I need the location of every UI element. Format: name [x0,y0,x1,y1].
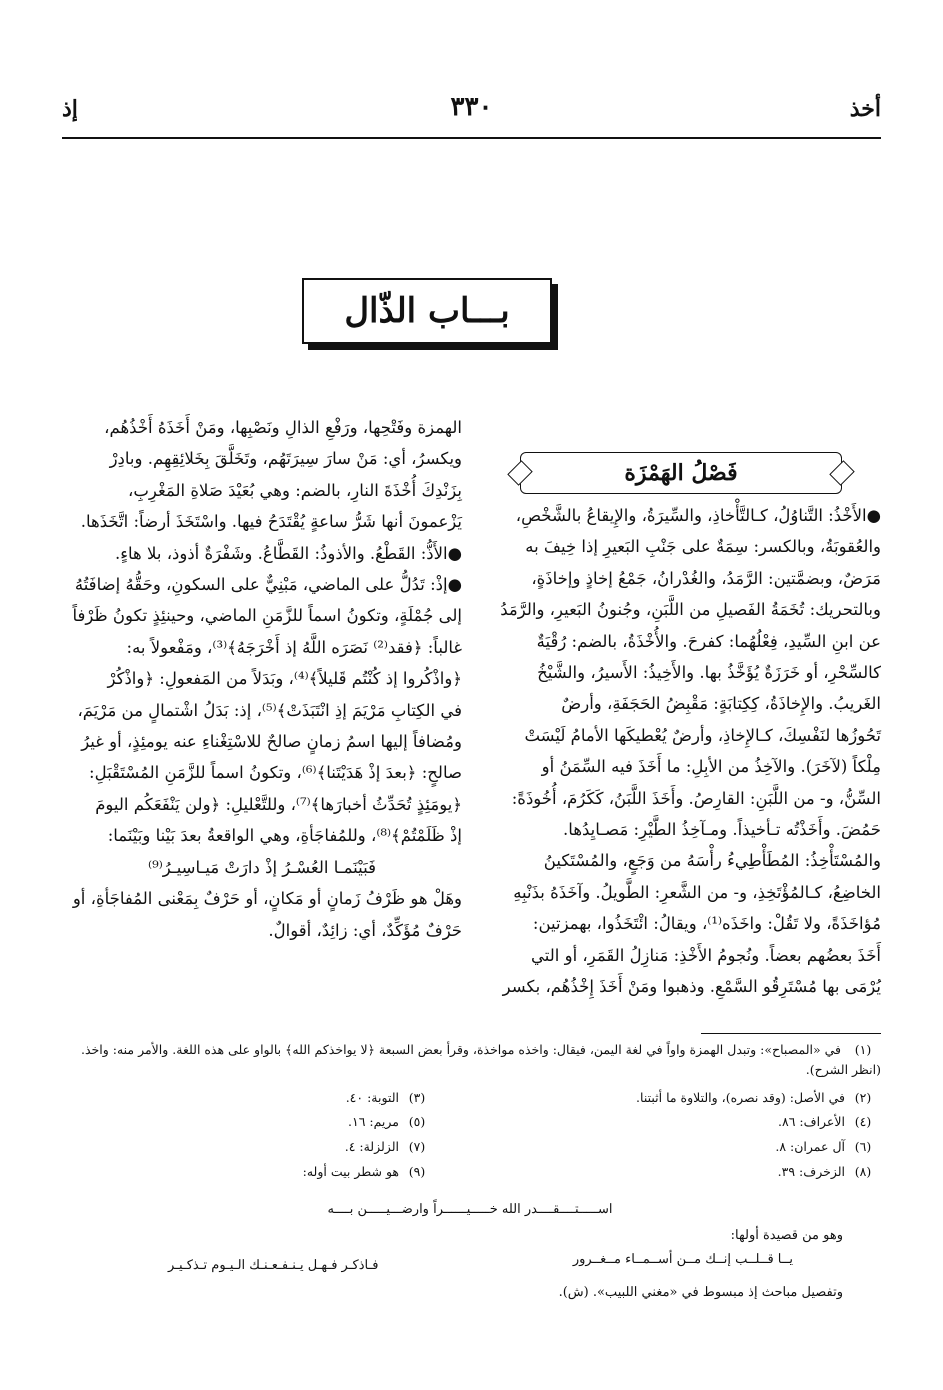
text-line: الهمزة وفَتْحِها، ورَفْعِ الذالِ ونَصْبِها، ومَنْ أَخَذَهُ أَخْذُهُم، [104,418,462,437]
footnote-number: (١) [854,1042,872,1057]
left-column [62,412,462,946]
footnote-text: الزخرف: ٣٩. [777,1164,845,1179]
text-line: إذْ ظَلَمْتُمْ﴾⁽⁸⁾، وللمُفاجَأةِ، وهي الواقعةُ بعدَ بَيْنا وبَيْنَما: [107,826,462,846]
page-header [62,92,881,130]
footnote-number: (٥) [408,1114,426,1129]
text-line: كالسِّحْرِ، أو خَرَزَةٌ يُؤَخَّذُ بها. والأَخِيذُ: الأَسيرُ، والشَّيْخُ [537,663,881,683]
page-number: ٣٣٠ [450,92,493,122]
text-line: والمُسْتَأْخِذُ: المُطَأْطِيءُ رأْسَهُ من وَجَعٍ، والمُسْتَكينُ [543,851,881,871]
text-line: أَخَذَ بعضُهم بعضاً. ونُجومُ الأَخْذِ: مَنازِلُ القَمَرِ، أو التي [531,945,881,965]
text-line: مِلْكاً (لآخَرَ). والآخِذُ من الأبِلِ: ما أَخَذَ فيه السِّمَنُ أو [541,757,881,777]
text-line: بِزَنْدِكَ أُخْذَةَ النارِ، بالضم: وهي بُعَيْدَ صَلاةِ المَغْرِبِ، [128,480,462,500]
footnote-text: في الأصل: (وقد نصره)، والتلاوة ما أثبتنا. [636,1090,845,1105]
text-line: والعُقوبَةُ، وبالكسر: سِمَةٌ على جَنْبِ البَعيرِ إذا خِيفَ به [525,537,881,557]
text-line: غالباً: ﴿فقد⁽²⁾ نَصَرَه اللَّهُ إذ أَخْرَجَهُ﴾⁽³⁾، ومَفْعولاً به: [126,637,462,657]
footnote-4 [461,1112,881,1132]
footnote-5 [55,1112,435,1132]
poem-hemistich-right: يــا قــلــب إنــك مــن أســمــاء مــغــرور [572,1252,793,1267]
footnote-closing: وتفصيل مباحث إذ مبسوط في «مغني اللبيب». (ش). [558,1285,843,1300]
footnote-2 [461,1088,881,1108]
footnote-number: (٦) [854,1139,872,1154]
text-line: ﴿يومَئِذٍ تُحَدِّثُ أخبارَها﴾⁽⁷⁾، وللتَّعْليلِ: ﴿ولن يَنْفَعَكُم اليومَ [95,794,462,814]
text-line: يُرْمَى بها مُسْتَرِقُو السَّمْعِ. وذهبوا ومَنْ أَخَذَ إِخْذُهُم، بكسر [502,977,881,997]
footnote-text: آل عمران: ٨. [775,1139,845,1154]
text-line: الخاضِعُ، كـالمُؤْتَخِذِ، و- من الشَّعرِ: الطَّويلُ. وآخَذَهُ بذَنْبِهِ [513,882,881,902]
footnote-number: (٢) [854,1090,872,1105]
text-line: الغَريبُ. والإِخاذَةُ، كِكِتابَةٍ: مَقْبِضُ الحَجَفَةِ، وأرضٌ [561,694,881,714]
text-line: ويكسرُ، أي: مَنْ سارَ سِيرَتَهُم، وتَخَلَّقَ بِخَلائِقِهِم. وبادِرْ [109,449,462,469]
footnote-number: (٩) [408,1164,426,1179]
footnote-text: الزلزلة: ٤. [344,1139,399,1154]
footnote-text: مريم: ١٦. [348,1114,399,1129]
text-line: مُؤاخَذَةً، ولا تَقُلْ: واخَذَه⁽¹⁾، ويقالُ: ائْتَخَذُوا، بهمزتين: [532,914,881,934]
footnote-text: الأعراف: ٨٦. [778,1114,845,1129]
header-left-keyword: إذ [62,96,78,122]
footnote-6 [461,1137,881,1157]
text-line: إلى جُمْلَةٍ، وتكونُ اسماً للزَّمَنِ الماضي، وحينئِذٍ تكونُ ظَرْفاً [72,606,462,626]
footnote-verse: اســـــتــــقــــدر الله خـــــيــــــراً وارضـــيـــــن بــــه [327,1202,613,1217]
footnote-number: (٣) [408,1090,426,1105]
text-line: ومُضافاً إليها اسمُ زمانٍ صالحٌ للاسْتِغْناءِ عنه يومئِذٍ، أو غيرُ [81,732,462,752]
text-line: يَزْعمونَ أنها شَرُّ ساعةٍ يُقْتَدَحُ فيها. واسْتَخَذَ أرضاً: اتَّخَذَها. [80,512,462,532]
verse-line: فَبَيْنَمـا العُسْـرُ إذْ دارَتْ مَيـاسِيـرُ⁽⁹⁾ [148,857,376,877]
text-line: ●الأَذُّ: القَطْعُ. والأذوذُ: القَطَّاعُ. وشَفْرَةٌ أذوذ، بلا هاءٍ. [115,543,462,563]
chapter-title: بـــاب الذّال [302,278,552,344]
footnote-1 [62,1040,881,1080]
footnote-3 [55,1088,435,1108]
footnote-text: التوبة: ٤٠. [345,1090,399,1105]
right-column [481,500,881,1003]
header-right-keyword: أخذ [849,96,881,122]
header-rule [62,137,881,139]
footnote-rule [701,1033,881,1034]
text-line: وبالتحريك: تُخَمَةُ الفَصيلِ من اللَّبَنِ، وجُنونُ البَعيرِ، والرَّمَدُ [500,600,881,620]
text-line: ●إذْ: تَدُلُّ على الماضي، مَبْنِيٌّ على السكونِ، وحَقُّهُ إضافَتُهُ [74,575,462,595]
footnote-8 [461,1162,881,1182]
text-line: ﴿واذْكُروا إذ كُنْتُم قَليلاً﴾⁽⁴⁾، وبَدَلاً من المَفعولِ: ﴿واذْكُرْ [107,669,462,689]
text-line: تَحُوزُها لنَفْسِكَ، كـالإِخاذِ، وأرضٌ يُعْطيكَها الأمامُ لَيْسَتْ [524,725,881,745]
footnote-number: (٨) [854,1164,872,1179]
text-line: ●الأَخْذُ: التَّناوُلُ، كـالتَّأْخاذِ، والسِّيرَةُ، والإِيقاعُ بالشَّخْصِ، [515,506,881,525]
text-line: السِّنُّ، و- من اللَّبَنِ: القارِصُ. وأَخَذَ اللَّبَنُ، كَكَرُمَ، أُخُوذَةً: [511,788,881,808]
text-line: حَمُضَ. وأَخَذْتُه تـأخيذاً. ومـآخِذُ الطَّيْرِ: مَصـايِدُها. [563,820,881,840]
text-line: صالحٍ: ﴿بعدَ إذْ هَدَيْتَنا﴾⁽⁶⁾، وتكونُ اسماً للزَّمَنِ المُسْتَقْبَلِ: [89,763,462,783]
footnote-text: هو شطر بيت أوله: [302,1164,399,1179]
footnote-7 [55,1137,435,1157]
section-title: فَصْلُ الهَمْزَة [520,452,842,494]
footnote-intro: وهو من قصيدة أولها: [730,1228,843,1243]
text-line: حَرْفٌ مُؤَكِّدٌ، أي: زائِدٌ، أقوالٌ. [268,920,462,940]
poem-hemistich-left: فـاذكـر فـهـل يـنـفـعـنـك الـيـوم تـذكـيـر [168,1258,379,1273]
footnote-9 [55,1162,435,1182]
footnote-number: (٧) [408,1139,426,1154]
footnote-number: (٤) [854,1114,872,1129]
footnote-text: في «المصباح»: وتبدل الهمزة واواً في لغة اليمن، فيقال: واخذه مواخذة، وقرأ بعض السبعة ﴿لا يواخذكم الله﴾ بالواو على هذه اللغة. والأمر منه: واخذ. (انظر الشرح). [80,1042,881,1077]
text-line: وهَلْ هو ظَرْفُ زَمانٍ أو مَكانٍ، أو حَرْفٌ بِمَعْنى المُفاجَأةِ، أو [72,889,462,909]
text-line: مَرَضٌ، وبضمَّتين: الرَّمَدُ، والغُدْرانُ، جَمْعُ إخاذٍ وإخاذَةٍ، [531,568,881,588]
text-line: عن ابنِ السِّيدِ، فِعْلُهُما: كفرحَ. والأُخْذَةُ، بالضم: رُقْيَةٌ [536,631,881,651]
text-line: في الكِتابِ مَرْيَمَ إذِ انْتَبَذَتْ﴾⁽⁵⁾، إذ: بَدَلُ اشْتمالٍ من مَرْيَمَ، [77,700,462,720]
